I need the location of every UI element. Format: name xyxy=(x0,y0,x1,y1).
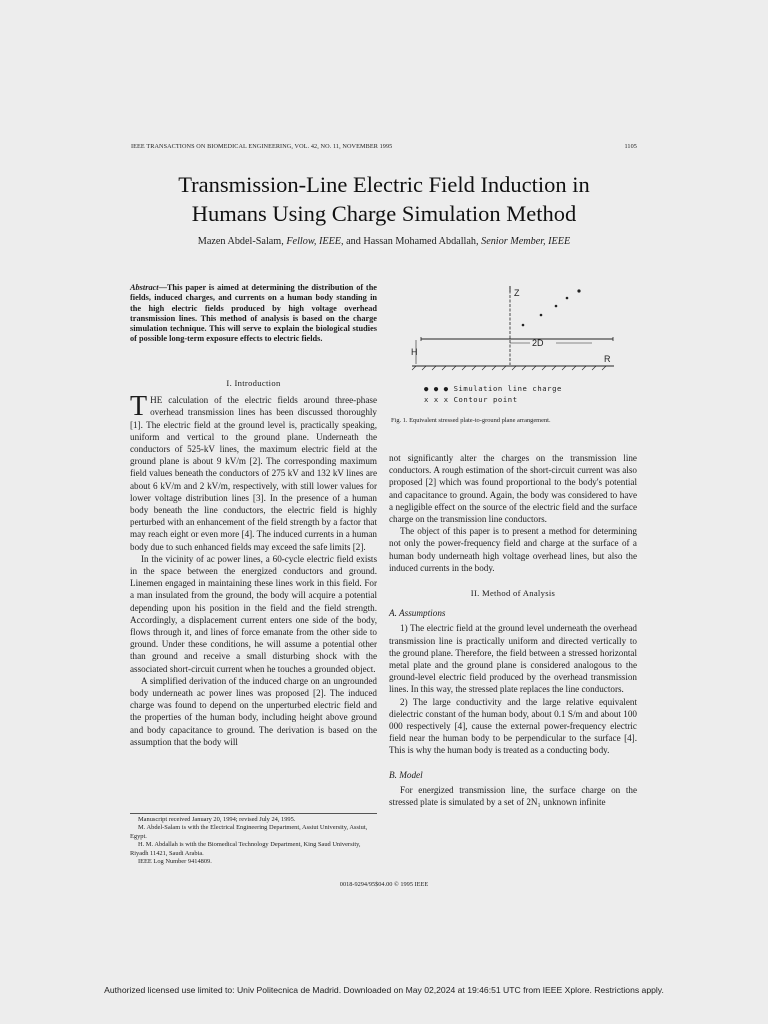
figure-caption: Fig. 1. Equivalent stressed plate-to-ground plane arrangement. xyxy=(391,417,551,424)
legend-line-charge: ● ● ● Simulation line charge xyxy=(424,384,562,393)
paper-title xyxy=(90,170,678,228)
footnote-4: IEEE Log Number 9414809. xyxy=(138,858,212,866)
running-header xyxy=(131,143,637,153)
footnote-2: M. Abdel-Salam is with the Electrical Engineering Department, Assiut University, Assiut, Egypt. xyxy=(130,824,368,840)
author-line xyxy=(90,236,678,247)
legend-contour-point: x x x Contour point xyxy=(424,394,518,404)
abstract xyxy=(130,283,377,345)
journal-header: IEEE TRANSACTIONS ON BIOMEDICAL ENGINEERING, VOL. 42, NO. 11, NOVEMBER 1995 xyxy=(131,143,393,150)
introduction-section xyxy=(130,377,377,748)
line-charge-point xyxy=(540,314,543,317)
footnotes xyxy=(130,813,377,866)
h-label: H xyxy=(411,347,418,357)
title-line-1: Transmission-Line Electric Field Induction in xyxy=(178,172,590,197)
abstract-text: —This paper is aimed at determining the distribution of the fields, induced charges, and currents on a human body standing in the high electric fields produced by high voltage overhead transmission lines. This method of analysis is based on the charge simulation technique. This will serve to explain the biological studies of possible long-term exposure effects to electric fields. xyxy=(130,283,377,344)
intro-paragraph-3: A simplified derivation of the induced charge on an ungrounded body underneath ac power lines was proposed [2]. The induced charge was found to depend on the unperturbed electric field and the properties of the human body, including height above ground and body capacitance to ground. The derivation is based on the assumption that the body will xyxy=(130,675,377,747)
model-paragraph: For energized transmission line, the surface charge on the stressed plate is simulated by a set of 2N₁ unknown infinite xyxy=(389,784,637,808)
assumption-1: 1) The electric field at the ground level underneath the overhead transmission line is practically uniform and directed vertically to the ground plane. Therefore, the field between a stressed horizontal metal plate and the ground plane is considered analogous to the ground-level electric field produced by the overhead transmission lines. In this way, the stressed plate replaces the line conductors. xyxy=(389,623,637,695)
line-charge-point xyxy=(577,289,580,292)
line-charge-point xyxy=(522,324,525,327)
intro-paragraph-2: In the vicinity of ac power lines, a 60-cycle electric field exists in the space between the energized conductors and ground. Linemen engaged in maintaining these lines work in this field. For a man insulated from the ground, the body will acquire a potential depending upon his position in the field and the field strength. Accordingly, a displacement current enters one side of the body, flows through it, and lines of force emanate from the other side to ground. Under these conditions, he will assume a potential other than ground and receive a small disturbing shock with the associated short-circuit current when he touches a grounded object. xyxy=(130,553,377,674)
assumption-2: 2) The large conductivity and the large relative equivalent dielectric constant of the human body, about 0.1 S/m and about 100 000 respectively [4], cause the external power-frequency electric field near the human body to be perpendicular to the surface [4]. This is why the human body is treated as a conducting body. xyxy=(389,696,637,756)
figure-legend xyxy=(424,384,562,405)
right-paragraph-1: not significantly alter the charges on the transmission line conductors. A rough estimation of the short-circuit current was also proposed [2] which was found proportional to the body's potential and capacitance to ground. Again, the body was considered to have a negligible effect on the source of the electric field and the surface charge on the transmission line conductors. xyxy=(389,453,637,525)
title-line-2: Humans Using Charge Simulation Method xyxy=(191,201,577,226)
section-heading-method: II. Method of Analysis xyxy=(470,588,556,599)
footnote-1: Manuscript received January 20, 1994; revised July 24, 1995. xyxy=(138,816,296,823)
intro-paragraph-1: THE calculation of the electric fields around three-phase overhead transmission lines has been discussed thoroughly [1]. The electric field at the ground level is, practically speaking, uniform and vertical to the ground plane. Underneath the conductors of 525-kV lines, the maximum electric field at the ground plane is about 9 kV/m [2]. The corresponding maximum field values beneath the conductors of 275 kV and 132 kV lines are about 6 kV/m and 2 kV/m, respectively, with still lower values for lower voltage distribution lines [3]. In the presence of a human body beneath the line conductors, the electric field is highly perturbed with an enhancement of the field strength by a factor that may reach eight or even more [4]. The induced currents in a human body due to such enhanced fields may exceed the safe limits [2]. xyxy=(130,391,377,552)
author-2: and Hassan Mohamed Abdallah, xyxy=(346,236,479,247)
author-2-role: Senior Member, IEEE xyxy=(481,236,571,247)
section-heading-intro: I. Introduction xyxy=(226,378,281,388)
subsection-assumptions: A. Assumptions xyxy=(389,608,446,619)
author-1: Mazen Abdel-Salam, xyxy=(197,236,284,247)
author-1-role: Fellow, IEEE, xyxy=(286,236,344,247)
line-charge-point xyxy=(555,305,558,308)
right-paragraph-2: The object of this paper is to present a method for determining not only the power-frequency field and charge at the surface of a human body underneath high voltage overhead lines, but also the induced currents in the body. xyxy=(389,526,637,573)
plate-ground-diagram xyxy=(392,282,632,382)
abstract-label: Abstract xyxy=(130,283,159,292)
ground-hatching xyxy=(412,366,606,370)
page-number: 1105 xyxy=(624,143,637,150)
license-footer: Authorized licensed use limited to: Univ Politecnica de Madrid. Downloaded on May 02,2024 at 19:46:51 UTC from IEEE Xplore. Restrictions apply. xyxy=(104,985,664,995)
figure-1 xyxy=(392,282,632,432)
right-column xyxy=(389,452,637,808)
footnote-3: H. M. Abdallah is with the Biomedical Technology Department, King Saud University, Riyadh 11421, Saudi Arabia. xyxy=(130,841,361,857)
line-charge-point xyxy=(566,297,569,300)
r-label: R xyxy=(604,354,611,364)
subsection-model: B. Model xyxy=(389,769,423,780)
2d-label: 2D xyxy=(532,338,544,348)
z-label: Z xyxy=(514,288,520,298)
drop-cap: T xyxy=(130,391,148,423)
copyright-line: 0018-9294/95$04.00 © 1995 IEEE xyxy=(339,881,429,888)
